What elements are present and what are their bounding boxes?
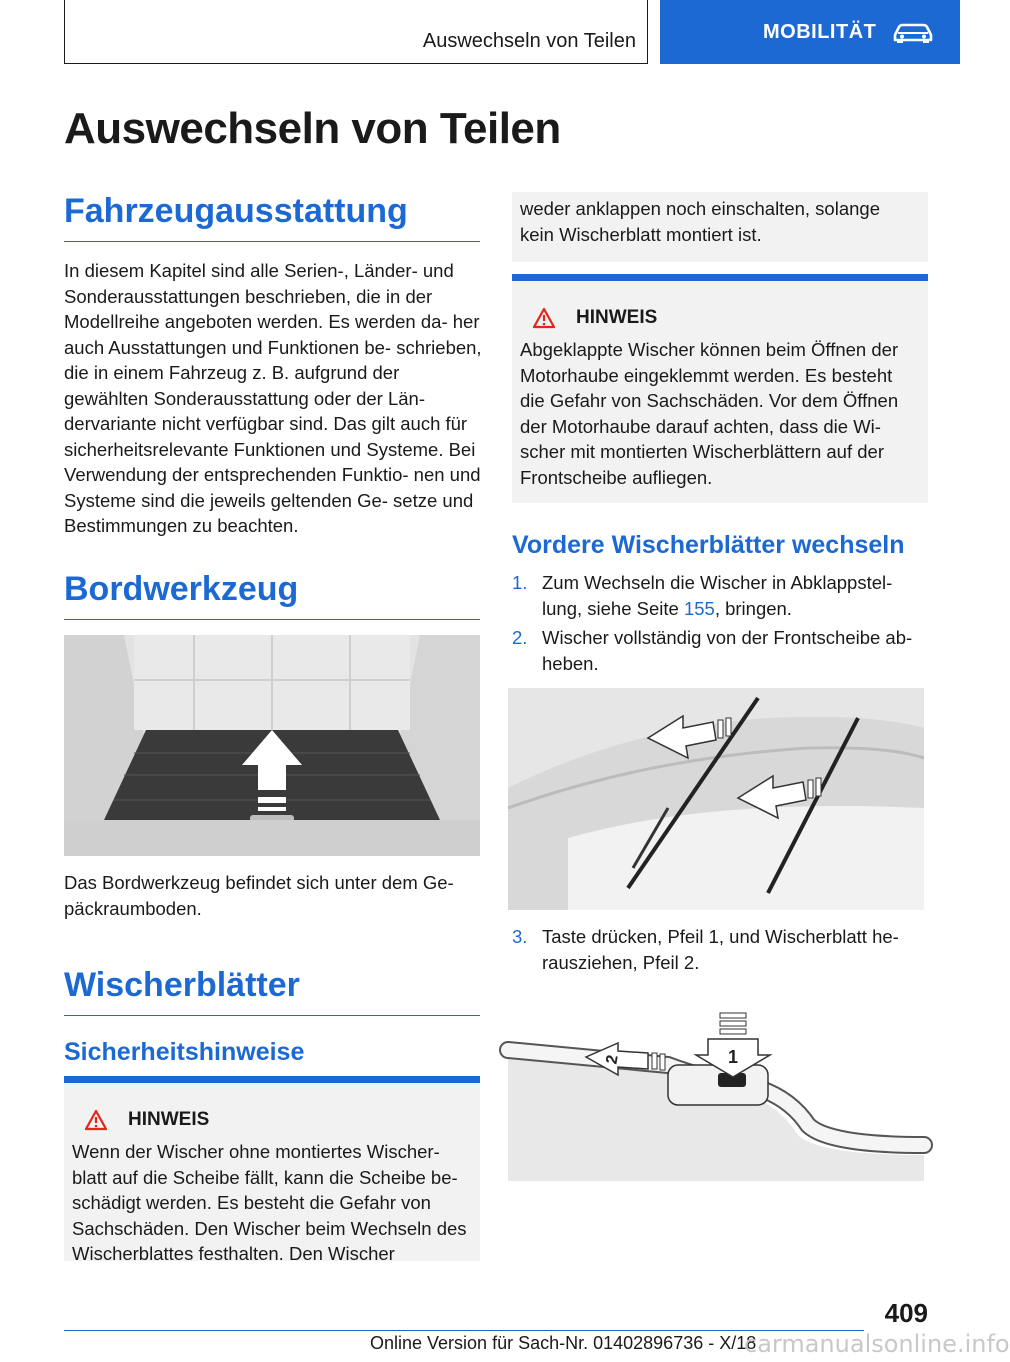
step-number: 1. (512, 572, 528, 593)
step-text: Taste drücken, Pfeil 1, und Wischerblatt he‐ rausziehen, Pfeil 2. (542, 926, 899, 973)
list-item (512, 924, 928, 975)
step-text: Wischer vollständig von der Frontscheibe ab‐ heben. (542, 627, 913, 674)
page-title: Auswechseln von Teilen (64, 104, 561, 153)
text-bordwerkzeug: Das Bordwerkzeug befindet sich unter dem Ge‐ päckraumboden. (64, 872, 454, 919)
steps-list-a (512, 570, 928, 680)
header-divider-left (64, 0, 65, 64)
heading-bordwerkzeug: Bordwerkzeug (64, 570, 480, 620)
heading-fahrzeugausstattung: Fahrzeugausstattung (64, 192, 480, 242)
notice-1-text-continued: weder anklappen noch einschalten, solange kein Wischerblatt montiert ist. (520, 198, 880, 245)
warning-icon (532, 307, 556, 329)
header-divider-bottom (64, 63, 648, 64)
list-item (512, 570, 928, 621)
header-section-title: Auswechseln von Teilen (422, 30, 636, 52)
trunk-floor-image (64, 635, 480, 856)
page-number: 409 (884, 1298, 928, 1328)
page-link-155[interactable]: 155 (683, 597, 715, 619)
footer-online-version: Online Version für Sach-Nr. 01402896736 - X/18 (370, 1333, 757, 1353)
heading-wischerblaetter: Wischerblätter (64, 966, 480, 1016)
notice-1-text: Wenn der Wischer ohne montiertes Wischer‐ blatt auf die Scheibe fällt, kann die Scheibe be‐ schädigt werden. Es besteht die Gefahr von Sachschäden. Den Wischer beim Wechseln des Wischerblattes festhalten. Den Wischer (72, 1141, 467, 1264)
notice-box-1-continued (512, 192, 928, 262)
text-fahrzeugausstattung: In diesem Kapitel sind alle Serien-, Länder- und Sonderausstattungen beschrieben, die in der Modellreihe angeboten werden. Es werden da‐ her auch Ausstattungen und Funktionen be‐ schrieben, die in einem Fahrzeug z. B. aufgrund der gewählten Sonderausstattung oder der Län‐ dervariante nicht verfügbar sind. Das gilt auch für sicherheitsrelevante Funktionen und Systeme. Bei Verwendung der entsprechenden Funktio‐ nen und Systeme sind die jeweils geltenden Ge‐ setze und Bestimmungen zu beachten. (64, 260, 482, 536)
arrow-label-1: 1 (728, 1047, 739, 1067)
steps-list-b (512, 924, 928, 979)
header-divider-mid (647, 0, 648, 64)
windscreen-wiper-image (508, 688, 924, 910)
header-tab-label: MOBILITÄT (763, 20, 877, 43)
notice-box-1 (64, 1076, 480, 1264)
warning-icon (84, 1109, 108, 1131)
step-number: 2. (512, 627, 528, 648)
car-icon (892, 21, 934, 43)
heading-vordere-wischerblaetter: Vordere Wischerblätter wechseln (512, 531, 905, 559)
notice-2-text: Abgeklappte Wischer können beim Öffnen der Motorhaube eingeklemmt werden. Es besteht die Gefahr von Sachschäden. Vor dem Öffnen der Motorhaube darauf achten, dass die Wi‐ scher mit montierten Wischerblättern auf der Frontscheibe aufliegen. (520, 339, 899, 488)
step-number: 3. (512, 926, 528, 947)
watermark: carmanualsonline.info (744, 1330, 1010, 1358)
arrow-label-2: 2 (603, 1053, 622, 1066)
wiper-blade-release-image (508, 1005, 924, 1181)
heading-sicherheitshinweise: Sicherheitshinweise (64, 1038, 305, 1066)
notice-box-2 (512, 274, 928, 503)
step-text: Zum Wechseln die Wischer in Abklappstel‐ lung, siehe Seite 155, bringen. (542, 572, 893, 619)
notice-2-title: HINWEIS (576, 307, 658, 328)
list-item (512, 625, 928, 676)
header-tab-mobilitaet[interactable] (660, 0, 960, 64)
notice-1-title: HINWEIS (128, 1109, 210, 1130)
